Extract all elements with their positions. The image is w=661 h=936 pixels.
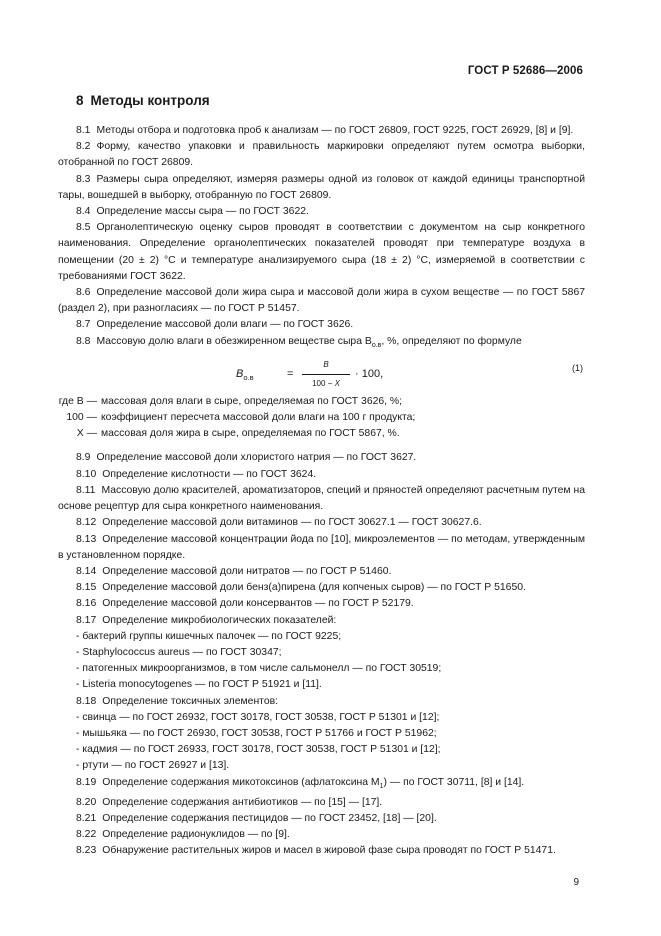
formula-equals: =	[287, 367, 294, 380]
item-number: 8.17	[76, 614, 97, 626]
paragraph-8-13	[58, 532, 585, 564]
item-text: Определение содержания микотоксинов (афлатоксина M	[102, 776, 380, 788]
list-item: - бактерий группы кишечных палочек — по ГОСТ 9225;	[76, 630, 342, 642]
item-text: Размеры сыра определяют, измеряя размеры одной из головок от каждой единицы транспортной тары, вошедшей в выборку, отобранную по ГОСТ 26809.	[58, 173, 585, 201]
item-number: 8.5	[76, 222, 91, 234]
items-group-b	[58, 450, 585, 628]
item-text: Определение массовой доли консервантов — по ГОСТ Р 52179.	[102, 598, 414, 610]
toxic-elements-list	[58, 710, 585, 775]
item-text: Определение кислотности — по ГОСТ 3624.	[102, 468, 317, 480]
paragraph-8-16	[58, 596, 585, 612]
paragraph-8-8	[58, 334, 585, 354]
formula-lhs-subscript: о.в	[243, 373, 254, 383]
spacer	[58, 442, 585, 450]
paragraph-8-22	[58, 827, 585, 843]
list-item: - патогенных микроорганизмов, в том числе сальмонелл — по ГОСТ 30519;	[76, 663, 442, 675]
item-text: Массовую долю красителей, ароматизаторов, специй и пряностей определяют расчетным путем на основе рецептур для сыра конкретного наименования.	[58, 484, 585, 513]
section-title	[76, 93, 210, 108]
page-number: 9	[573, 877, 579, 888]
items-group-c	[58, 775, 585, 860]
item-number: 8.7	[76, 319, 91, 331]
formula-number: (1)	[572, 362, 583, 373]
explanation-row	[58, 426, 585, 442]
item-number: 8.2	[76, 141, 91, 153]
formula-lhs-symbol: B	[236, 367, 244, 380]
explanation-symbol: X —	[76, 428, 97, 440]
paragraph-8-7	[58, 317, 585, 333]
paragraph-8-11	[58, 483, 585, 515]
item-text: Определение массовой доли хлористого натрия — по ГОСТ 3627.	[96, 452, 417, 464]
item-number: 8.6	[76, 287, 91, 299]
paragraph-8-5	[58, 220, 585, 285]
item-number: 8.20	[76, 796, 97, 808]
item-number: 8.15	[76, 582, 97, 594]
item-text: Определение массовой доли витаминов — по ГОСТ 30627.1 — ГОСТ 30627.6.	[102, 517, 482, 529]
item-text: Определение содержания антибиотиков — по [15] — [17].	[102, 796, 383, 808]
item-text: Определение радионуклидов — по [9].	[102, 829, 290, 841]
paragraph-8-20	[58, 795, 585, 811]
formula-1	[58, 356, 585, 392]
paragraph-8-2	[58, 139, 585, 171]
item-text: Определение массовой доли нитратов — по ГОСТ Р 51460.	[102, 565, 392, 577]
paragraph-8-23	[58, 843, 585, 859]
paragraph-8-12	[58, 515, 585, 531]
formula-denominator-var: X	[334, 379, 340, 389]
paragraph-8-18	[58, 694, 585, 710]
list-item: - Listeria monocytogenes — по ГОСТ Р 51921 и [11].	[76, 679, 322, 691]
item-number: 8.16	[76, 598, 97, 610]
item-number: 8.19	[76, 776, 97, 788]
paragraph-8-17	[58, 613, 585, 629]
item-text: Определение массовой доли влаги — по ГОСТ 3626.	[96, 319, 354, 331]
item-number: 8.18	[76, 695, 97, 707]
items-group-a	[58, 123, 585, 354]
explanation-symbol: 100 —	[66, 412, 97, 424]
item-number: 8.14	[76, 565, 97, 577]
item-number: 8.21	[76, 813, 97, 825]
item-text: Определение массовой доли бенз(а)пирена (для копченых сыров) — по ГОСТ Р 51650.	[102, 582, 526, 594]
item-number: 8.1	[76, 125, 91, 136]
item-text: Органолептическую оценку сыров проводят в соответствии с документом на сыр конкретного наименования. Определение органолептических показателей проводят при температуре воздуха в помещении (20 ± 2) °С и температуре анализируемого сыра (18 ± 2) °С, измеряемой в соответствии с требованиями ГОСТ 3622.	[58, 222, 585, 282]
paragraph-8-10	[58, 467, 585, 483]
item-text: Определение массовой доли жира сыра и массовой доли жира в сухом веществе — по ГОСТ 5867 (раздел 2), при разногласиях — по ГОСТ Р 51457.	[58, 287, 585, 315]
item-subscript: о.в	[371, 341, 382, 349]
item-text: Обнаружение растительных жиров и масел в жировой фазе сыра проводят по ГОСТ Р 51471.	[102, 845, 556, 857]
formula-lhs	[236, 366, 254, 386]
list-item: - кадмия — по ГОСТ 26933, ГОСТ 30178, ГОСТ 30538, ГОСТ Р 51301 и [12];	[76, 744, 441, 756]
section-body	[58, 123, 585, 860]
item-number: 8.8	[76, 335, 91, 347]
paragraph-8-19	[58, 775, 585, 795]
paragraph-8-9	[58, 450, 585, 466]
paragraph-8-14	[58, 564, 585, 580]
item-text: Определение микробиологических показателей:	[102, 614, 337, 626]
explanation-text: коэффициент пересчета массовой доли влаги на 100 г продукта;	[101, 412, 416, 424]
list-item: - Staphylococcus aureus — по ГОСТ 30347;	[76, 646, 282, 658]
item-text: Определение содержания пестицидов — по ГОСТ 23452, [18] — [20].	[102, 813, 437, 825]
item-number: 8.10	[76, 468, 97, 480]
item-subscript: 1	[379, 782, 384, 790]
formula-denominator-const: 100 −	[312, 379, 335, 389]
section-number: 8	[76, 93, 84, 108]
paragraph-8-6	[58, 285, 585, 317]
explanation-row	[58, 410, 585, 426]
item-text: Определение массы сыра — по ГОСТ 3622.	[96, 206, 309, 218]
explanation-row	[58, 394, 585, 410]
paragraph-8-15	[58, 580, 585, 596]
item-number: 8.4	[76, 206, 91, 218]
item-text: Методы отбора и подготовка проб к анализам — по ГОСТ 26809, ГОСТ 9225, ГОСТ 26929, [8] и [9].	[96, 125, 574, 136]
formula-denominator	[302, 375, 350, 392]
paragraph-8-21	[58, 811, 585, 827]
formula-multiplier: · 100,	[355, 367, 384, 380]
item-number: 8.22	[76, 829, 97, 841]
item-number: 8.23	[76, 845, 97, 857]
explanation-symbol: где B —	[58, 395, 97, 407]
item-number: 8.9	[76, 452, 91, 464]
microbiology-list	[58, 629, 585, 694]
item-text: Определение массовой концентрации йода по [10], микроэлементов — по методам, утвержденным в установленном порядке.	[58, 533, 585, 561]
list-item: - свинца — по ГОСТ 26932, ГОСТ 30178, ГОСТ 30538, ГОСТ Р 51301 и [12];	[76, 711, 440, 723]
explanation-text: массовая доля жира в сыре, определяемая по ГОСТ 5867, %.	[101, 428, 400, 440]
section-title-text: Методы контроля	[90, 93, 210, 108]
document-header: ГОСТ Р 52686—2006	[467, 65, 583, 77]
paragraph-8-1	[58, 123, 585, 139]
item-text-tail: , %, определяют по формуле	[381, 335, 522, 347]
item-number: 8.12	[76, 517, 97, 529]
list-item: - ртути — по ГОСТ 26927 и [13].	[76, 760, 230, 772]
formula-fraction	[302, 357, 350, 392]
explanation-text: массовая доля влаги в сыре, определяемая по ГОСТ 3626, %;	[101, 395, 403, 407]
list-item: - мышьяка — по ГОСТ 26930, ГОСТ 30538, ГОСТ Р 51766 и ГОСТ Р 51962;	[76, 727, 437, 739]
item-text: Форму, качество упаковки и правильность маркировки определяют путем осмотра выборки, отобранной по ГОСТ 26809.	[58, 141, 585, 169]
paragraph-8-3	[58, 172, 585, 204]
formula-numerator: B	[302, 357, 350, 375]
item-text: Определение токсичных элементов:	[102, 695, 279, 707]
item-number: 8.11	[76, 484, 96, 496]
item-text: Массовую долю влаги в обезжиренном веществе сыра B	[96, 335, 372, 347]
formula-explanation	[58, 394, 585, 443]
paragraph-8-4	[58, 204, 585, 220]
item-text-tail: ) — по ГОСТ 30711, [8] и [14].	[383, 776, 525, 788]
item-number: 8.13	[76, 533, 97, 545]
item-number: 8.3	[76, 173, 91, 185]
